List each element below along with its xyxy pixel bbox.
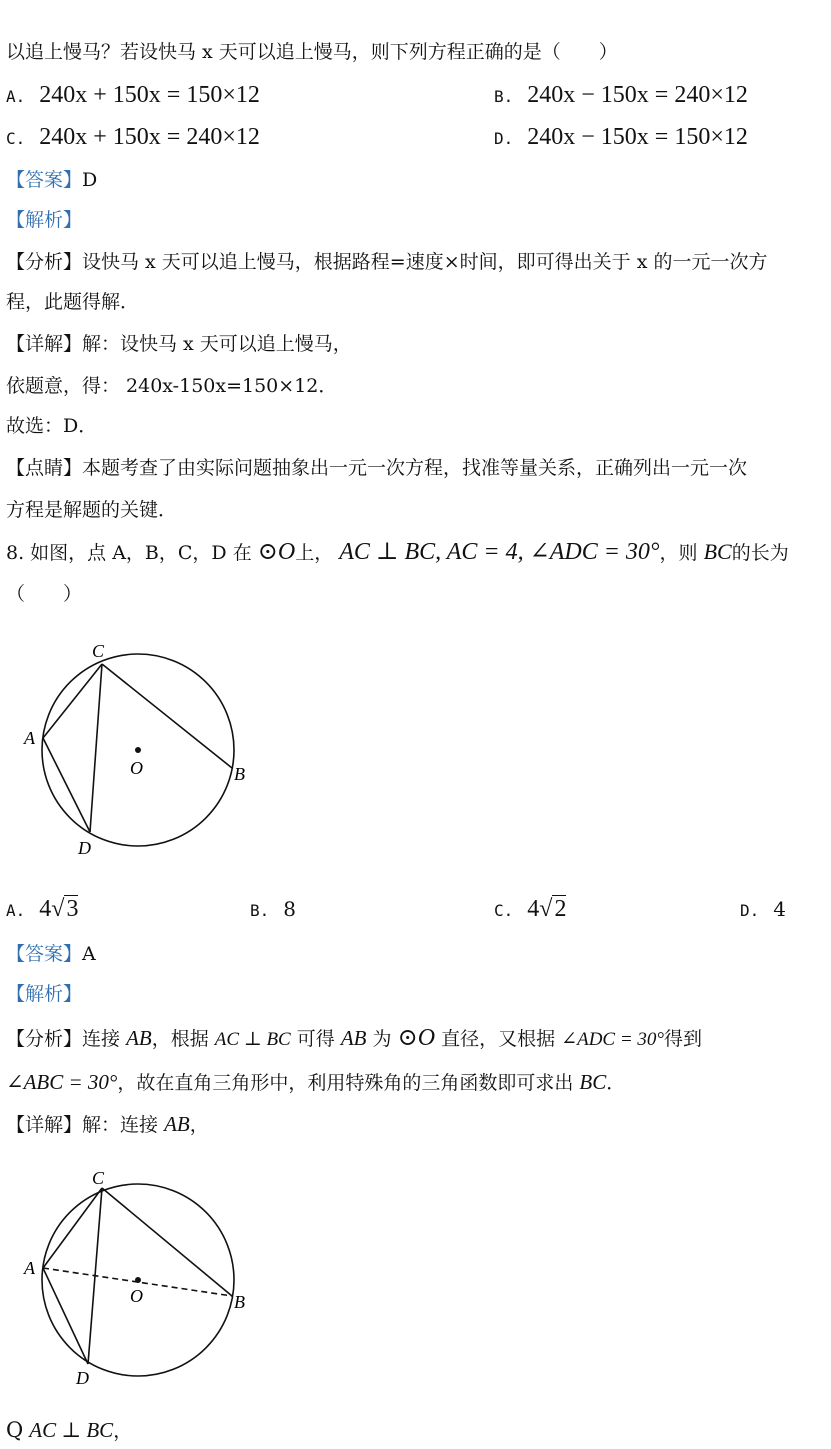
math-ab: AB	[340, 1026, 367, 1050]
option-label: B.	[250, 901, 270, 920]
sqrt-icon: √	[51, 896, 65, 922]
q8-stem-d: 的长为	[731, 542, 789, 564]
analysis-tag: 【解析】	[6, 983, 83, 1005]
math-q-symbol: Q	[6, 1418, 24, 1442]
q7-xiangjie-line2: 依题意，得： 240x-150x=150×12．	[6, 375, 338, 397]
q8-xiangjie-line1	[6, 1110, 209, 1139]
q7-fenxi-line2: 程，此题得解．	[6, 291, 140, 313]
segment-cb	[102, 1188, 232, 1296]
segment-ac	[43, 664, 102, 738]
fenxi-text: 连接	[82, 1028, 121, 1050]
q7-fenxi-line1	[6, 248, 767, 276]
option-expr: 240x + 150x = 150×12	[39, 82, 260, 108]
sqrt-icon: √	[539, 896, 553, 922]
option-coef: 4	[527, 896, 540, 922]
xiangjie-tag: 【详解】	[6, 333, 83, 355]
q8-fenxi-line2	[6, 1068, 625, 1097]
q8-fenxi-line1	[6, 1024, 702, 1054]
q8-option-b	[250, 894, 296, 926]
option-expr: 240x − 150x = 150×12	[527, 124, 748, 150]
fenxi-tag: 【分析】	[6, 1028, 83, 1050]
q7-answer	[6, 166, 97, 194]
label-b: B	[234, 764, 245, 784]
q8-stem-condition: AC ⊥ BC, AC = 4, ∠ADC = 30°	[339, 539, 660, 565]
option-expr: 240x − 150x = 240×12	[527, 82, 748, 108]
center-point	[135, 1277, 141, 1283]
label-c: C	[92, 1168, 105, 1188]
math-ac-perp-bc: AC ⊥ BC	[214, 1029, 291, 1050]
answer-value: D	[82, 169, 98, 191]
fenxi-text: ，根据	[151, 1028, 209, 1050]
option-value: 4	[773, 897, 786, 921]
option-expr: 240x + 150x = 240×12	[39, 124, 260, 150]
last-tail: ，	[113, 1420, 133, 1442]
q8-answer	[6, 940, 96, 968]
answer-tag: 【答案】	[6, 943, 83, 965]
answer-tag: 【答案】	[6, 169, 83, 191]
label-a: A	[24, 728, 35, 748]
answer-value: A	[82, 943, 96, 965]
label-b: B	[234, 1292, 245, 1312]
segment-ac	[43, 1188, 102, 1268]
option-radicand: 2	[554, 896, 567, 922]
dianjing-text: 本题考查了由实际问题抽象出一元一次方程，找准等量关系，正确列出一元一次	[82, 457, 748, 479]
math-angle-adc: ∠ADC = 30°	[561, 1029, 665, 1050]
label-d: D	[78, 838, 91, 858]
segment-cb	[102, 664, 232, 768]
q8-figure-with-diameter	[18, 1168, 268, 1390]
segment-ad	[43, 738, 90, 832]
q8-figure	[18, 638, 268, 860]
q8-stem-b: 上，	[295, 542, 334, 564]
analysis-tag: 【解析】	[6, 209, 83, 231]
q7-analysis-heading	[6, 206, 82, 234]
q7-option-a	[6, 80, 260, 112]
xiangjie-text: 解：连接	[82, 1114, 159, 1136]
q7-option-b	[494, 80, 748, 112]
q7-dianjing-line2: 方程是解题的关键．	[6, 499, 178, 521]
math-circle-o: ⊙O	[397, 1025, 436, 1051]
q8-option-a	[6, 894, 78, 926]
q8-stem-circle: ⊙O	[257, 539, 296, 565]
math-angle-abc: ∠ABC = 30°	[6, 1070, 118, 1094]
center-point	[135, 747, 141, 753]
option-label: B.	[494, 87, 514, 106]
q7-stem-tail: 以追上慢马？若设快马 x 天可以追上慢马，则下列方程正确的是（ ）	[6, 41, 618, 63]
fenxi-text: 设快马 x 天可以追上慢马，根据路程=速度×时间，即可得出关于 x 的一元一次方	[82, 251, 768, 273]
option-coef: 4	[39, 896, 52, 922]
math-ac-perp-bc: AC ⊥ BC	[29, 1418, 114, 1442]
fenxi-text: 直径，又根据	[441, 1028, 556, 1050]
label-c: C	[92, 641, 105, 661]
option-label: D.	[740, 901, 760, 920]
fenxi-text: ．	[606, 1072, 626, 1094]
fenxi-text: 可得	[296, 1028, 335, 1050]
q7-dianjing-line1	[6, 454, 747, 482]
q8-option-d	[740, 894, 786, 926]
q8-stem-paren: （ ）	[6, 583, 83, 605]
segment-cd	[90, 664, 102, 832]
option-label: C.	[6, 129, 26, 148]
label-o: O	[130, 1286, 143, 1306]
label-a: A	[24, 1258, 35, 1278]
q8-stem-line1	[6, 538, 789, 567]
q8-last-line	[6, 1416, 132, 1445]
option-label: C.	[494, 901, 514, 920]
q8-stem-a: 8. 如图，点 A，B，C，D 在	[6, 542, 252, 564]
dianjing-tag: 【点睛】	[6, 457, 83, 479]
q7-option-d	[494, 122, 748, 154]
q8-option-c	[494, 894, 566, 926]
option-label: A.	[6, 901, 26, 920]
fenxi-text: 为	[372, 1028, 392, 1050]
option-radicand: 3	[66, 896, 79, 922]
q8-stem-c: ，则	[659, 542, 698, 564]
math-ab: AB	[164, 1112, 190, 1136]
q7-xiangjie-line1	[6, 330, 352, 358]
xiangjie-tag: 【详解】	[6, 1114, 83, 1136]
fenxi-tag: 【分析】	[6, 251, 83, 273]
math-bc: BC	[579, 1070, 607, 1094]
q7-xiangjie-line3: 故选：D．	[6, 415, 98, 437]
xiangjie-text: ，	[189, 1114, 209, 1136]
option-label: D.	[494, 129, 514, 148]
math-ab: AB	[126, 1026, 152, 1050]
xiangjie-text: 解：设快马 x 天可以追上慢马，	[82, 333, 352, 355]
q8-stem-bc: BC	[703, 539, 732, 564]
fenxi-text: ，故在直角三角形中，利用特殊角的三角函数即可求出	[117, 1072, 574, 1094]
label-d: D	[76, 1368, 89, 1388]
fenxi-text: 得到	[664, 1028, 703, 1050]
option-label: A.	[6, 87, 26, 106]
option-value: 8	[283, 897, 296, 921]
label-o: O	[130, 758, 143, 778]
q8-analysis-heading	[6, 980, 82, 1008]
q7-option-c	[6, 122, 260, 154]
